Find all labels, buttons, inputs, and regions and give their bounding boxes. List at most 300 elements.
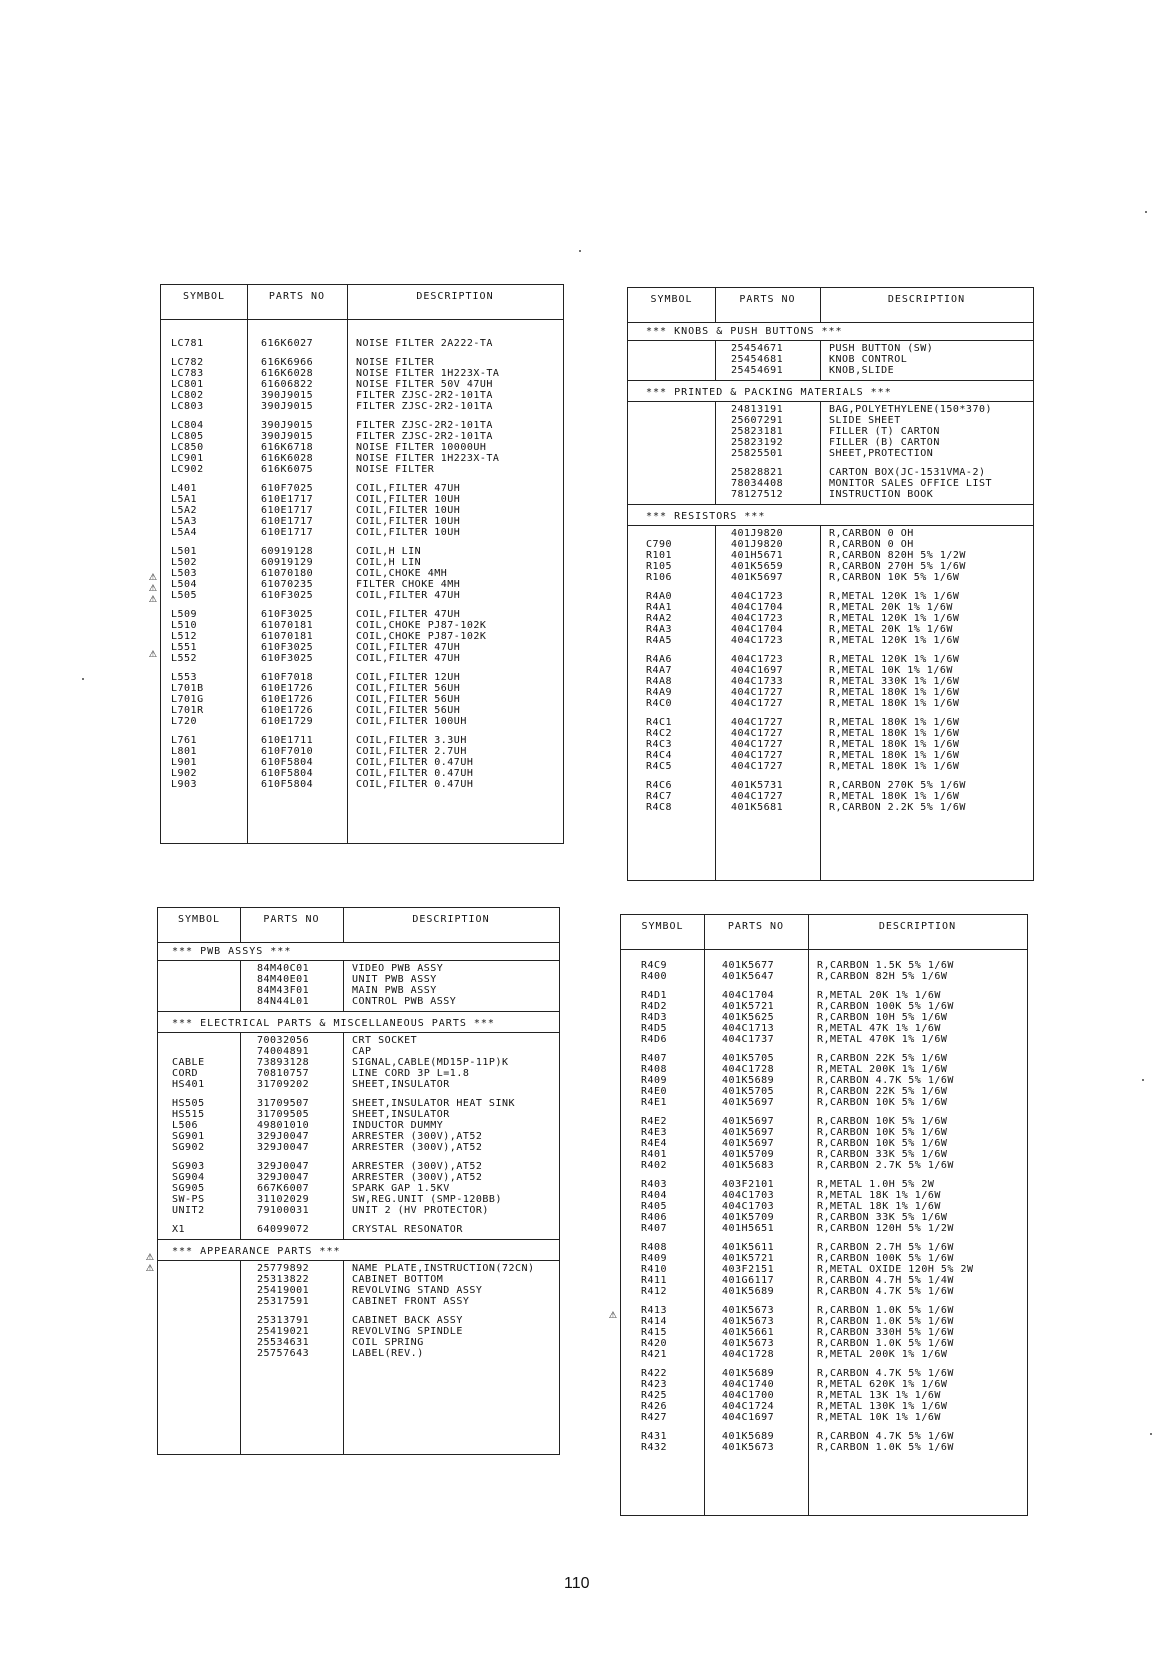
part-number: 84M43F01 — [257, 985, 310, 996]
table-row — [621, 1149, 1027, 1160]
header-divider — [247, 285, 248, 319]
description: ARRESTER (300V),AT52 — [352, 1172, 483, 1183]
table-row — [158, 1057, 559, 1068]
section-title: *** KNOBS & PUSH BUTTONS *** — [646, 326, 843, 337]
description: R,CARBON 2.7K 5% 1/6W — [817, 1160, 954, 1171]
description: CABINET BACK ASSY — [352, 1315, 463, 1326]
part-number: 404C1727 — [731, 717, 784, 728]
table-row — [161, 368, 563, 379]
description: R,METAL 120K 1% 1/6W — [829, 613, 960, 624]
table-row — [161, 642, 563, 653]
table-row — [161, 464, 563, 475]
table-row — [621, 1368, 1027, 1379]
part-number: 404C1727 — [731, 739, 784, 750]
table-row — [161, 590, 563, 601]
part-number: 61070235 — [261, 579, 314, 590]
part-number: 404C1723 — [731, 591, 784, 602]
description: R,CARBON 0 OH — [829, 528, 914, 539]
part-number: 25779892 — [257, 1263, 310, 1274]
symbol: L901 — [171, 757, 198, 768]
symbol: R414 — [641, 1316, 668, 1327]
parts-table-coils — [149, 284, 564, 844]
table-row — [158, 996, 559, 1007]
part-number: 403F2151 — [722, 1264, 775, 1275]
table-row — [158, 1131, 559, 1142]
table-row — [158, 1224, 559, 1235]
part-number: 616K6966 — [261, 357, 314, 368]
description: R,CARBON 1.0K 5% 1/6W — [817, 1442, 954, 1453]
description: R,METAL 180K 1% 1/6W — [829, 717, 960, 728]
symbol: R4A9 — [646, 687, 673, 698]
part-number: 404C1723 — [731, 635, 784, 646]
table-row — [161, 420, 563, 431]
table-row — [161, 568, 563, 579]
symbol: R426 — [641, 1401, 668, 1412]
table-row — [161, 453, 563, 464]
parts-table-pwb-electrical-appearance — [146, 907, 560, 1455]
part-number: 404C1727 — [731, 728, 784, 739]
table-row — [621, 1064, 1027, 1075]
description: SPARK GAP 1.5KV — [352, 1183, 450, 1194]
description: R,METAL 180K 1% 1/6W — [829, 750, 960, 761]
table-row — [628, 750, 1033, 761]
description: VIDEO PWB ASSY — [352, 963, 444, 974]
table-row — [628, 602, 1033, 613]
symbol: L509 — [171, 609, 198, 620]
table-row — [621, 1390, 1027, 1401]
header-description: DESCRIPTION — [878, 921, 957, 932]
part-number: 404C1727 — [731, 750, 784, 761]
table-row — [158, 1046, 559, 1057]
table-row — [628, 343, 1033, 354]
part-number: 610F3025 — [261, 642, 314, 653]
scan-speck — [579, 250, 581, 252]
description: COIL,FILTER 10UH — [356, 527, 461, 538]
part-number: 401H5651 — [722, 1223, 775, 1234]
column-divider — [820, 401, 821, 504]
symbol: R410 — [641, 1264, 668, 1275]
description: R,METAL 120K 1% 1/6W — [829, 654, 960, 665]
table-row — [621, 1431, 1027, 1442]
safety-warning-icon: ⚠ — [146, 1249, 154, 1264]
table-row — [161, 505, 563, 516]
symbol: R403 — [641, 1179, 668, 1190]
table-row — [628, 354, 1033, 365]
section-rule — [158, 1260, 559, 1261]
table-row — [161, 672, 563, 683]
table-row — [158, 1142, 559, 1153]
symbol: L501 — [171, 546, 198, 557]
column-divider — [820, 525, 821, 880]
part-number: 401K5705 — [722, 1053, 775, 1064]
description: R,CARBON 4.7K 5% 1/6W — [817, 1286, 954, 1297]
symbol: SG903 — [172, 1161, 205, 1172]
column-divider — [715, 401, 716, 504]
table-row — [161, 768, 563, 779]
description: NOISE FILTER 1H223X-TA — [356, 453, 500, 464]
description: COIL,FILTER 56UH — [356, 694, 461, 705]
table-row — [628, 802, 1033, 813]
table-row — [158, 1183, 559, 1194]
description: R,CARBON 4.7K 5% 1/6W — [817, 1368, 954, 1379]
symbol: R4E0 — [641, 1086, 668, 1097]
table-row — [161, 746, 563, 757]
table-row — [621, 1379, 1027, 1390]
symbol: L720 — [171, 716, 198, 727]
table-header — [158, 908, 559, 943]
symbol: R406 — [641, 1212, 668, 1223]
part-number: 616K6027 — [261, 338, 314, 349]
description: FILTER CHOKE 4MH — [356, 579, 461, 590]
symbol: SG902 — [172, 1142, 205, 1153]
table-row — [628, 728, 1033, 739]
symbol: L504 — [171, 579, 198, 590]
table-row — [621, 960, 1027, 971]
part-number: 610E1729 — [261, 716, 314, 727]
part-number: 401K5689 — [722, 1368, 775, 1379]
part-number: 610F7018 — [261, 672, 314, 683]
symbol: R420 — [641, 1338, 668, 1349]
table-row — [161, 716, 563, 727]
column-divider — [240, 1032, 241, 1239]
table-row — [158, 1172, 559, 1183]
symbol: CORD — [172, 1068, 199, 1079]
description: R,CARBON 1.0K 5% 1/6W — [817, 1305, 954, 1316]
table-row — [628, 415, 1033, 426]
part-number: 70810757 — [257, 1068, 310, 1079]
column-divider — [347, 320, 348, 843]
part-number: 25534631 — [257, 1337, 310, 1348]
description: R,CARBON 10K 5% 1/6W — [817, 1127, 948, 1138]
header-description: DESCRIPTION — [412, 914, 490, 925]
description: R,METAL 20K 1% 1/6W — [829, 624, 953, 635]
column-divider — [820, 340, 821, 380]
part-number: 401K5697 — [722, 1116, 775, 1127]
description: NAME PLATE,INSTRUCTION(72CN) — [352, 1263, 535, 1274]
description: R,CARBON 2.2K 5% 1/6W — [829, 802, 966, 813]
part-number: 610E1717 — [261, 494, 314, 505]
part-number: 84M40E01 — [257, 974, 310, 985]
symbol: R4A6 — [646, 654, 673, 665]
part-number: 404C1700 — [722, 1390, 775, 1401]
description: R,METAL 1.0H 5% 2W — [817, 1179, 935, 1190]
description: COIL SPRING — [352, 1337, 424, 1348]
table-row — [628, 739, 1033, 750]
part-number: 404C1703 — [722, 1190, 775, 1201]
part-number: 404C1697 — [731, 665, 784, 676]
symbol: R4C2 — [646, 728, 673, 739]
table-row — [161, 483, 563, 494]
table-row — [621, 1253, 1027, 1264]
symbol: L5A3 — [171, 516, 198, 527]
part-number: 401K5625 — [722, 1012, 775, 1023]
part-number: 610E1726 — [261, 705, 314, 716]
part-number: 25757643 — [257, 1348, 310, 1359]
symbol: R400 — [641, 971, 668, 982]
table-row — [628, 624, 1033, 635]
description: CRYSTAL RESONATOR — [352, 1224, 463, 1235]
part-number: 25823181 — [731, 426, 784, 437]
description: COIL,FILTER 47UH — [356, 483, 461, 494]
symbol: R422 — [641, 1368, 668, 1379]
description: R,CARBON 10H 5% 1/6W — [817, 1012, 948, 1023]
header-symbol: SYMBOL — [177, 914, 221, 925]
description: R,METAL 13K 1% 1/6W — [817, 1390, 941, 1401]
symbol: R409 — [641, 1075, 668, 1086]
part-number: 61070180 — [261, 568, 314, 579]
header-parts-no: PARTS NO — [739, 294, 796, 305]
table-row — [161, 442, 563, 453]
column-divider — [247, 320, 248, 843]
table-row — [621, 1127, 1027, 1138]
description: R,CARBON 820H 5% 1/2W — [829, 550, 966, 561]
part-number: 401K5647 — [722, 971, 775, 982]
description: COIL,FILTER 10UH — [356, 516, 461, 527]
part-number: 61070181 — [261, 631, 314, 642]
description: R,CARBON 1.5K 5% 1/6W — [817, 960, 954, 971]
symbol: LC805 — [171, 431, 204, 442]
description: R,CARBON 100K 5% 1/6W — [817, 1253, 954, 1264]
part-number: 329J0047 — [257, 1142, 310, 1153]
table-row — [161, 631, 563, 642]
description: R,CARBON 33K 5% 1/6W — [817, 1212, 948, 1223]
description: R,CARBON 1.0K 5% 1/6W — [817, 1338, 954, 1349]
description: SHEET,INSULATOR — [352, 1079, 450, 1090]
description: COIL,FILTER 47UH — [356, 642, 461, 653]
description: COIL,FILTER 12UH — [356, 672, 461, 683]
part-number: 404C1727 — [731, 687, 784, 698]
part-number: 401K5721 — [722, 1001, 775, 1012]
part-number: 610F3025 — [261, 653, 314, 664]
table-row — [161, 757, 563, 768]
table-row — [158, 1068, 559, 1079]
description: R,METAL 180K 1% 1/6W — [829, 739, 960, 750]
table-row — [628, 478, 1033, 489]
part-number: 25313791 — [257, 1315, 310, 1326]
header-parts-no: PARTS NO — [268, 291, 326, 302]
header-divider — [343, 908, 344, 942]
table-row — [161, 735, 563, 746]
part-number: 404C1724 — [722, 1401, 775, 1412]
description: R,METAL 10K 1% 1/6W — [817, 1412, 941, 1423]
description: COIL,FILTER 47UH — [356, 609, 461, 620]
symbol: R412 — [641, 1286, 668, 1297]
symbol: R4A7 — [646, 665, 673, 676]
parts-table-resistors-continued — [609, 914, 1028, 1516]
table-header — [161, 285, 563, 320]
symbol: R4D6 — [641, 1034, 668, 1045]
table-row — [621, 1327, 1027, 1338]
description: FILLER (T) CARTON — [829, 426, 940, 437]
symbol: R4D1 — [641, 990, 668, 1001]
part-number: 78127512 — [731, 489, 784, 500]
symbol: LC803 — [171, 401, 204, 412]
header-divider — [240, 908, 241, 942]
table-row — [628, 426, 1033, 437]
symbol: R4E2 — [641, 1116, 668, 1127]
symbol: L902 — [171, 768, 198, 779]
description: R,METAL 330K 1% 1/6W — [829, 676, 960, 687]
symbol: SG905 — [172, 1183, 205, 1194]
table-row — [161, 431, 563, 442]
description: R,METAL 10K 1% 1/6W — [829, 665, 953, 676]
symbol: L701B — [171, 683, 204, 694]
symbol: R4A3 — [646, 624, 673, 635]
description: SLIDE SHEET — [829, 415, 901, 426]
table-row — [621, 1242, 1027, 1253]
column-divider — [240, 960, 241, 1011]
part-number: 610E1726 — [261, 683, 314, 694]
description: COIL,H LIN — [356, 557, 422, 568]
part-number: 60919129 — [261, 557, 314, 568]
table-row — [161, 683, 563, 694]
description: COIL,FILTER 10UH — [356, 494, 461, 505]
description: R,CARBON 10K 5% 1/6W — [817, 1116, 948, 1127]
description: COIL,FILTER 47UH — [356, 653, 461, 664]
table-row — [628, 550, 1033, 561]
description: UNIT 2 (HV PROTECTOR) — [352, 1205, 489, 1216]
safety-warning-icon: ⚠ — [146, 1260, 154, 1275]
part-number: 616K6718 — [261, 442, 314, 453]
symbol: R415 — [641, 1327, 668, 1338]
symbol: LC783 — [171, 368, 204, 379]
part-number: 401K5673 — [722, 1305, 775, 1316]
description: COIL,FILTER 0.47UH — [356, 779, 474, 790]
table-row — [621, 1305, 1027, 1316]
column-divider — [704, 950, 705, 1515]
table-row — [161, 516, 563, 527]
symbol: R408 — [641, 1064, 668, 1075]
section-title: *** APPEARANCE PARTS *** — [172, 1246, 341, 1257]
scan-speck — [1145, 211, 1147, 213]
part-number: 61606822 — [261, 379, 314, 390]
section-title: *** PRINTED & PACKING MATERIALS *** — [646, 387, 892, 398]
table-header — [628, 288, 1033, 323]
section-title: *** PWB ASSYS *** — [172, 946, 292, 957]
description: CAP — [352, 1046, 372, 1057]
page-number: 110 — [564, 1575, 590, 1592]
description: FILTER ZJSC-2R2-101TA — [356, 431, 493, 442]
part-number: 404C1723 — [731, 654, 784, 665]
table-row — [621, 1034, 1027, 1045]
header-symbol: SYMBOL — [182, 291, 226, 302]
table-row — [628, 467, 1033, 478]
table-row — [628, 791, 1033, 802]
symbol: R405 — [641, 1201, 668, 1212]
description: COIL,H LIN — [356, 546, 422, 557]
description: R,CARBON 0 OH — [829, 539, 914, 550]
table-row — [621, 1190, 1027, 1201]
description: ARRESTER (300V),AT52 — [352, 1131, 483, 1142]
symbol: R404 — [641, 1190, 668, 1201]
table-row — [621, 1097, 1027, 1108]
table-row — [621, 1023, 1027, 1034]
part-number: 404C1727 — [731, 698, 784, 709]
part-number: 401H5671 — [731, 550, 784, 561]
table-row — [621, 1349, 1027, 1360]
part-number: 404C1740 — [722, 1379, 775, 1390]
table-row — [161, 620, 563, 631]
description: R,CARBON 33K 5% 1/6W — [817, 1149, 948, 1160]
symbol: R431 — [641, 1431, 668, 1442]
description: PUSH BUTTON (SW) — [829, 343, 934, 354]
part-number: 25419021 — [257, 1326, 310, 1337]
symbol: C790 — [646, 539, 673, 550]
part-number: 84N44L01 — [257, 996, 310, 1007]
symbol: R425 — [641, 1390, 668, 1401]
table-row — [621, 1116, 1027, 1127]
description: COIL,FILTER 47UH — [356, 590, 461, 601]
section-rule — [158, 960, 559, 961]
table-row — [158, 1035, 559, 1046]
description: R,CARBON 270K 5% 1/6W — [829, 780, 966, 791]
part-number: 25454691 — [731, 365, 784, 376]
part-number: 401K5709 — [722, 1149, 775, 1160]
symbol: R4A5 — [646, 635, 673, 646]
symbol: L502 — [171, 557, 198, 568]
description: CABINET BOTTOM — [352, 1274, 444, 1285]
part-number: 610E1711 — [261, 735, 314, 746]
part-number: 404C1727 — [731, 791, 784, 802]
part-number: 401K5673 — [722, 1316, 775, 1327]
symbol: LC850 — [171, 442, 204, 453]
part-number: 404C1704 — [722, 990, 775, 1001]
table-row — [628, 572, 1033, 583]
symbol: LC782 — [171, 357, 204, 368]
table-row — [161, 694, 563, 705]
symbol: LC802 — [171, 390, 204, 401]
header-divider — [715, 288, 716, 322]
description: R,METAL 180K 1% 1/6W — [829, 698, 960, 709]
symbol: R423 — [641, 1379, 668, 1390]
symbol: L512 — [171, 631, 198, 642]
description: NOISE FILTER — [356, 464, 435, 475]
symbol: R106 — [646, 572, 673, 583]
description: CRT SOCKET — [352, 1035, 418, 1046]
part-number: 401K5697 — [722, 1127, 775, 1138]
symbol: LC804 — [171, 420, 204, 431]
table-row — [628, 539, 1033, 550]
table-row — [621, 1275, 1027, 1286]
safety-warning-icon: ⚠ — [609, 1307, 617, 1322]
part-number: 401K5697 — [722, 1138, 775, 1149]
table-row — [158, 1194, 559, 1205]
description: COIL,FILTER 0.47UH — [356, 768, 474, 779]
symbol: LC901 — [171, 453, 204, 464]
description: SIGNAL,CABLE(MD15P-11P)K — [352, 1057, 509, 1068]
table-row — [628, 448, 1033, 459]
description: NOISE FILTER 2A222-TA — [356, 338, 493, 349]
symbol: R4C8 — [646, 802, 673, 813]
part-number: 390J9015 — [261, 420, 314, 431]
part-number: 25825501 — [731, 448, 784, 459]
symbol: SG901 — [172, 1131, 205, 1142]
symbol: R411 — [641, 1275, 668, 1286]
description: COIL,FILTER 56UH — [356, 705, 461, 716]
part-number: 610F3025 — [261, 590, 314, 601]
part-number: 401K5689 — [722, 1431, 775, 1442]
description: R,CARBON 4.7H 5% 1/4W — [817, 1275, 954, 1286]
description: KNOB CONTROL — [829, 354, 908, 365]
column-divider — [715, 525, 716, 880]
description: FILLER (B) CARTON — [829, 437, 940, 448]
symbol: R4E3 — [641, 1127, 668, 1138]
table-row — [628, 654, 1033, 665]
part-number: 49801010 — [257, 1120, 310, 1131]
part-number: 78034408 — [731, 478, 784, 489]
part-number: 610F7010 — [261, 746, 314, 757]
table-row — [158, 1326, 559, 1337]
